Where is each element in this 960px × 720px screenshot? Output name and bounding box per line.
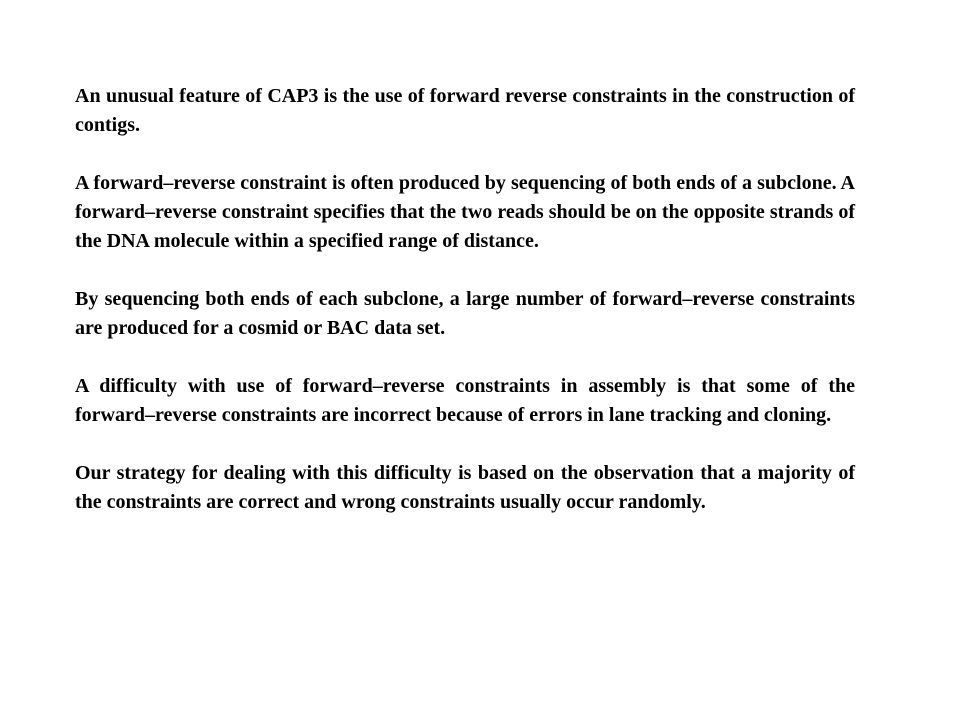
paragraph-forward-reverse-definition: A forward–reverse constraint is often produced by sequencing of both ends of a subclone. A forward–reverse constraint specifies that the two reads should be on the opposite strands of the DNA molecule within a specified range of distance. bbox=[75, 172, 855, 252]
paragraph-sequencing-both-ends: By sequencing both ends of each subclone, a large number of forward–reverse constraints are produced for a cosmid or BAC data set. bbox=[75, 288, 855, 339]
paragraph-strategy: Our strategy for dealing with this difficulty is based on the observation that a majority of the constraints are correct and wrong constraints usually occur randomly. bbox=[75, 462, 855, 513]
slide-body bbox=[75, 82, 855, 517]
paragraph-difficulty: A difficulty with use of forward–reverse constraints in assembly is that some of the forward–reverse constraints are incorrect because of errors in lane tracking and cloning. bbox=[75, 375, 855, 426]
paragraph-cap3-feature: An unusual feature of CAP3 is the use of forward reverse constraints in the construction of contigs. bbox=[75, 85, 855, 136]
